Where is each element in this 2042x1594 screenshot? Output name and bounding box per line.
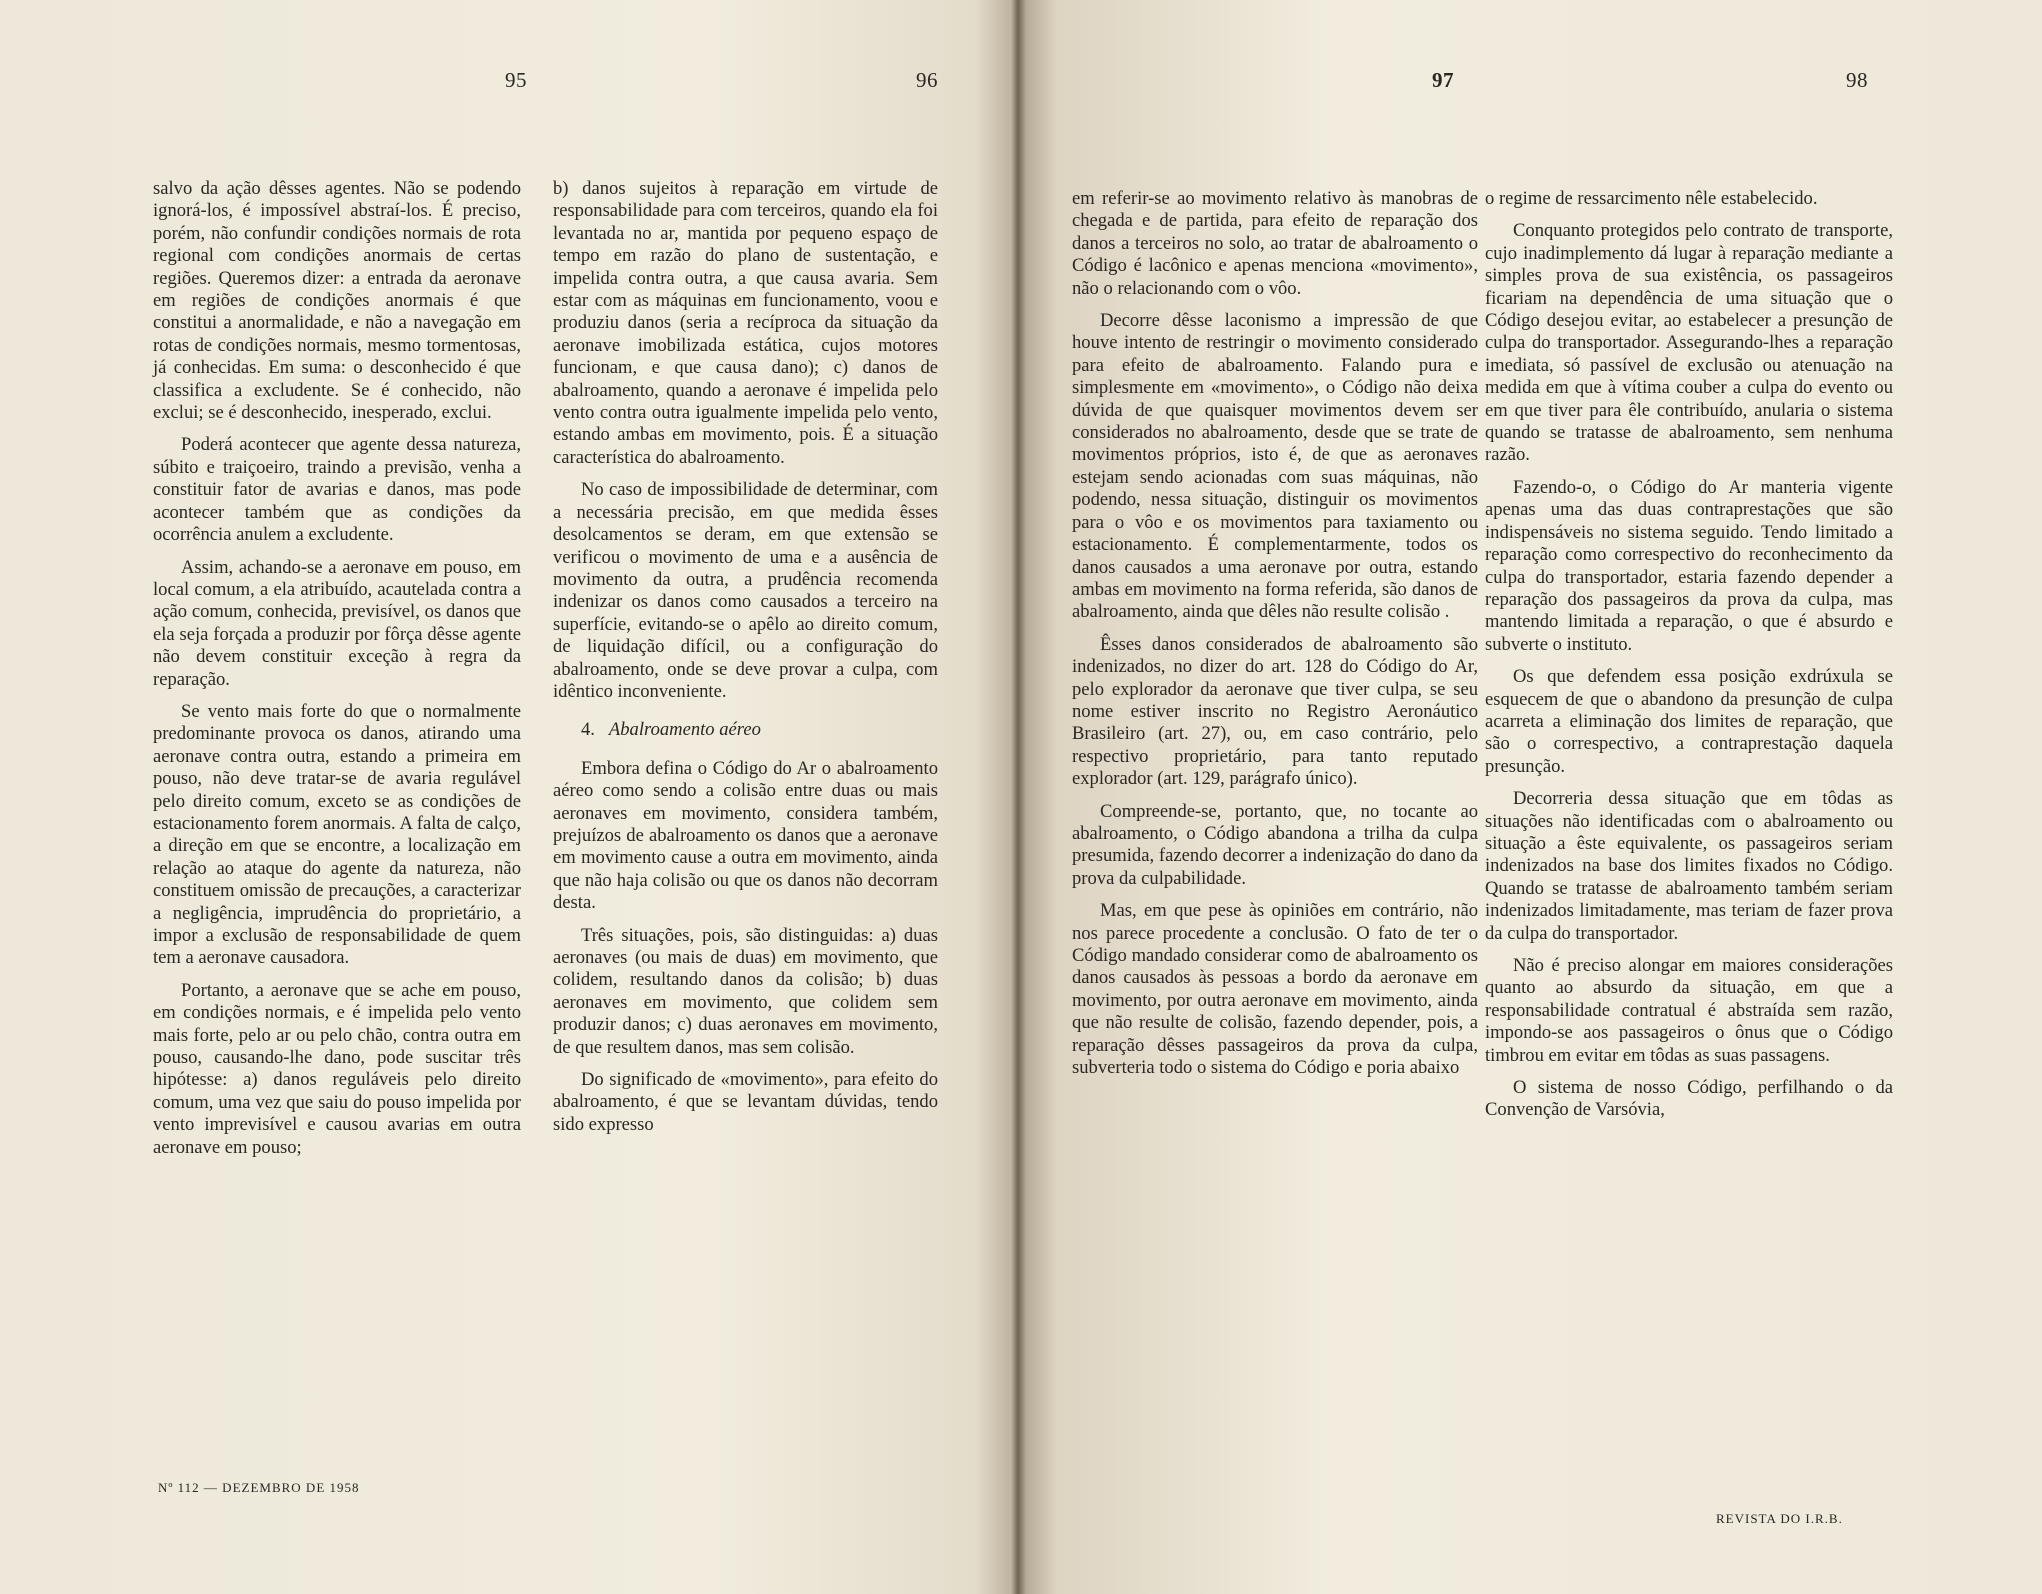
page-number-96: 96: [916, 68, 938, 92]
paragraph: Portanto, a aeronave que se ache em pouso, em condições normais, e é impelida pelo vento mais forte, pelo ar ou pelo chão, contra outra em pouso, causando-lhe dano, pode suscitar três hipótesse: a) danos reguláveis pelo direito comum, uma vez que saiu do pouso impelida por vento imprevisível e causou avarias em outra aeronave em pouso;: [153, 979, 521, 1158]
paragraph: Decorre dêsse laconismo a impressão de que houve intento de restringir o movimento considerado para efeito de abalroamento. Falando pura e simplesmente em «movimento», o Código não deixa dúvida de que quaisquer movimentos devem ser considerados no abalroamento, desde que se trate de movimentos próprios, isto é, de que as aeronaves estejam sendo acionadas com suas máquinas, não podendo, nessa situação, distinguir os movimentos para o vôo e os movimentos para taxiamento ou estacionamento. É complementarmente, todos os danos causados a uma aeronave por outra, estando ambas em movimento na forma referida, são danos de abalroamento, ainda que dêles não resulte colisão .: [1072, 310, 1478, 623]
column-page-98: [1485, 188, 1893, 1132]
paragraph: Três situações, pois, são distinguidas: a) duas aeronaves (ou mais de duas) em movimento, que colidem, resultando danos da colisão; b) duas aeronaves em movimento, que colidem sem produzir danos; c) duas aeronaves em movimento, de que resultem danos, mas sem colisão.: [553, 924, 938, 1058]
paragraph: Êsses danos considerados de abalroamento são indenizados, no dizer do art. 128 do Código do Ar, pelo explorador da aeronave que tiver culpa, se seu nome estiver inscrito no Registro Aeronáutico Brasileiro (art. 27), ou, em caso contrário, pelo respectivo proprietário, para tanto reputado explorador (art. 129, parágrafo único).: [1072, 633, 1478, 790]
column-page-97: [1072, 188, 1478, 1089]
paragraph: O sistema de nosso Código, perfilhando o da Convenção de Varsóvia,: [1485, 1077, 1893, 1121]
paragraph: Os que defendem essa posição exdrúxula se esquecem de que o abandono da presunção de culpa acarreta a eliminação dos limites de reparação, que são o correspectivo, a contraprestação daquela presunção.: [1485, 666, 1893, 777]
paragraph: Assim, achando-se a aeronave em pouso, em local comum, a ela atribuído, acautelada contra a ação comum, conhecida, previsível, os danos que ela seja forçada a produzir por fôrça dêsse agente não devem constituir exceção à regra da reparação.: [153, 556, 521, 690]
footer-journal: REVISTA DO I.R.B.: [1716, 1511, 1843, 1526]
paragraph: salvo da ação dêsses agentes. Não se podendo ignorá-los, é impossível abstraí-los. É preciso, porém, não confundir condições normais de rota regional com condições anormais de certas regiões. Queremos dizer: a entrada da aeronave em regiões de condições anormais é que constitui a anormalidade, e não a navegação em rotas de condições normais, mesmo tormentosas, já conhecidas. Em suma: o desconhecido é que classifica a excludente. Se é conhecido, não exclui; se é desconhecido, inesperado, exclui.: [153, 178, 521, 424]
paragraph: Decorreria dessa situação que em tôdas as situações não identificadas com o abalroamento ou situação a êste equivalente, os passageiros seriam indenizados na base dos limites fixados no Código. Quando se tratasse de abalroamento também seriam indenizados limitadamente, mas teriam de fazer prova da culpa do transportador.: [1485, 788, 1893, 944]
paragraph: Mas, em que pese às opiniões em contrário, não nos parece procedente a conclusão. O fato de ter o Código mandado considerar como de abalroamento os danos causados às pessoas a bordo da aeronave em movimento, por outra aeronave em movimento, ainda que não resulte de colisão, fazendo depender, pois, a reparação dêsses passageiros da prova da culpa, subverteria todo o sistema do Código e poria abaixo: [1072, 900, 1478, 1079]
paragraph: o regime de ressarcimento nêle estabelecido.: [1485, 188, 1818, 209]
paragraph: Do significado de «movimento», para efeito do abalroamento, é que se levantam dúvidas, tendo sido expresso: [553, 1069, 938, 1135]
column-page-96: [553, 178, 938, 1146]
paragraph: Compreende-se, portanto, que, no tocante ao abalroamento, o Código abandona a trilha da culpa presumida, fazendo decorrer a indenização do dano da prova da culpabilidade.: [1072, 800, 1478, 889]
paragraph: Embora defina o Código do Ar o abalroamento aéreo como sendo a colisão entre duas ou mais aeronaves em movimento, considera também, prejuízos de abalroamento os danos que a aeronave em movimento cause a outra em movimento, ainda que não haja colisão ou que os danos não decorram desta.: [553, 757, 938, 914]
paragraph: Fazendo-o, o Código do Ar manteria vigente apenas uma das duas contraprestações que são indispensáveis no sistema seguido. Tendo limitado a reparação como correspectivo do reconhecimento da culpa do transportador, estaria fazendo depender a reparação dos passageiros da prova da culpa, mas mantendo limitada a reparação, o que é absurdo e subverte o instituto.: [1485, 476, 1893, 655]
paragraph: Conquanto protegidos pelo contrato de transporte, cujo inadimplemento dá lugar à reparação mediante a simples prova de sua existência, os passageiros ficariam na dependência de uma situação que o Código desejou evitar, ao estabelecer a presunção de culpa do transportador. Assegurando-lhes a reparação imediata, só passível de exclusão ou atenuação na medida em que à vítima couber a culpa do evento ou em que tiver para êle contribuído, anularia o sistema quando se tratasse de abalroamento, sem nenhuma razão.: [1485, 220, 1893, 466]
paragraph: em referir-se ao movimento relativo às manobras de chegada e de partida, para efeito de reparação dos danos a terceiros no solo, ao tratar de abalroamento o Código é lacônico e apenas menciona «movimento», não o relacionando com o vôo.: [1072, 188, 1478, 299]
section-title: Abalroamento aéreo: [608, 719, 761, 741]
footer-issue: Nº 112 — DEZEMBRO DE 1958: [158, 1480, 360, 1495]
paragraph: Poderá acontecer que agente dessa natureza, súbito e traiçoeiro, traindo a previsão, venha a constituir fator de avarias e danos, mas pode acontecer também que as condições da ocorrência anulem a excludente.: [153, 434, 521, 546]
page-number-98: 98: [1846, 68, 1868, 92]
page-number-97: 97: [1432, 68, 1454, 92]
book-gutter: [1010, 0, 1026, 1594]
paragraph: Se vento mais forte do que o normalmente predominante provoca os danos, atirando uma aeronave contra outra, estando a primeira em pouso, não deve tratar-se de avaria regulável pelo direito comum, exceto se as condições de estacionamento forem anormais. A falta de calço, a direção em que se encontre, a localização em relação ao ataque do agente da natureza, não constituem omissão de precauções, a caracterizar a negligência, imprudência do proprietário, a impor a exclusão de responsabilidade de quem tem a aeronave causadora.: [153, 700, 521, 969]
section-number: 4.: [581, 719, 595, 741]
paragraph: b) danos sujeitos à reparação em virtude de responsabilidade para com terceiros, quando ela foi levantada no ar, mantida por pequeno espaço de tempo em razão do plano de sustentação, e impelida contra outra, a que causa avaria. Sem estar com as máquinas em funcionamento, voou e produziu danos (seria a recíproca da situação da aeronave imobilizada estática, cujos motores funcionam, e que causa dano); c) danos de abalroamento, quando a aeronave é impelida pelo vento contra outra igualmente impelida pelo vento, estando ambas em movimento, pois. É a situação característica do abalroamento.: [553, 178, 938, 468]
paragraph: No caso de impossibilidade de determinar, com a necessária precisão, em que medida êsses desolcamentos se deram, em que extensão se verificou o movimento de uma e a ausência de movimento da outra, a prudência recomenda indenizar os danos como causados a terceiro na superfície, evitando-se o apêlo ao direito comum, de liquidação difícil, ou a configuração do abalroamento, onde se deve provar a culpa, com idêntico inconveniente.: [553, 479, 938, 702]
section-heading: [553, 719, 938, 741]
column-page-95: [153, 178, 521, 1169]
paragraph: Não é preciso alongar em maiores considerações quanto ao absurdo da situação, em que a responsabilidade contratual é abstraída sem razão, impondo-se aos passageiros o ônus que o Código timbrou em evitar em tôdas as suas passagens.: [1485, 955, 1893, 1066]
page-number-95: 95: [505, 68, 527, 92]
